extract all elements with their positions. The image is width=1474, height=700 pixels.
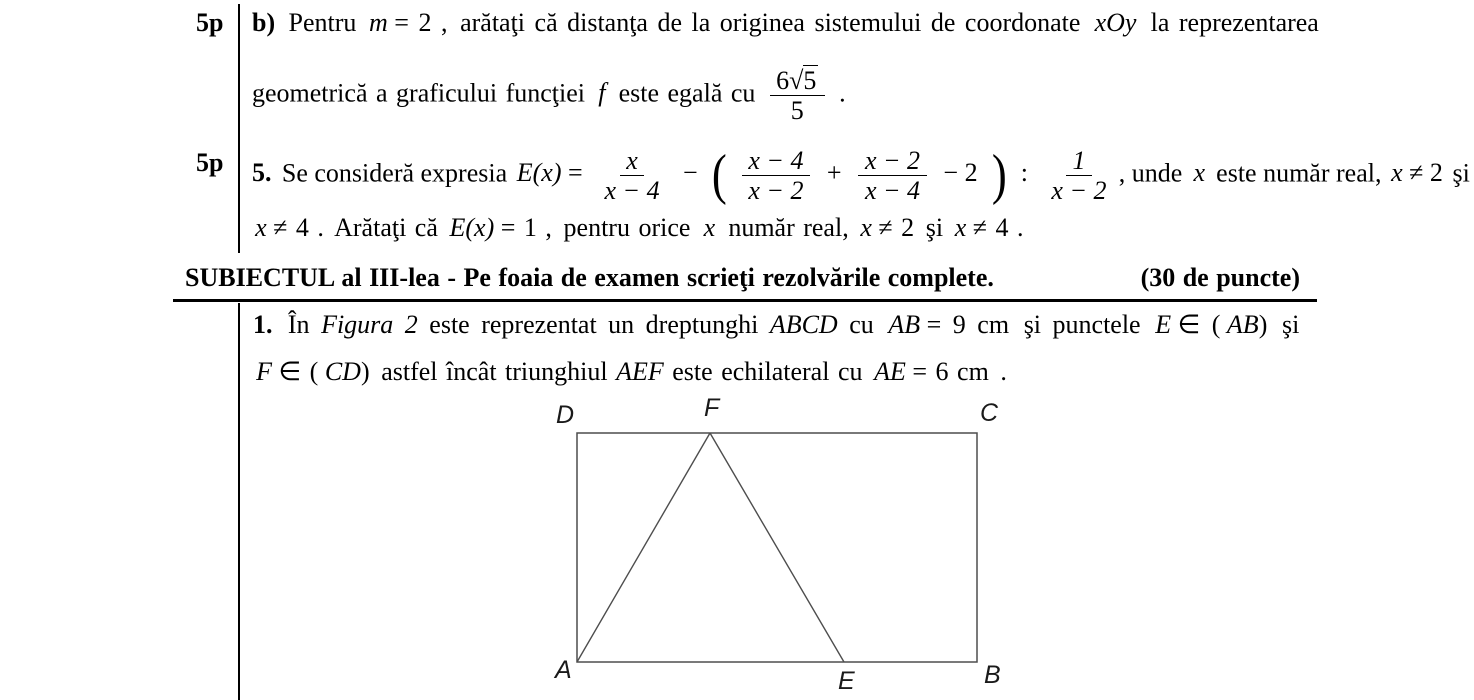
fraction-1: $\frac{x}{x - 4}$ [604, 146, 660, 205]
math-var-x: x [703, 213, 716, 242]
math-E-in-AB [1155, 310, 1267, 339]
open-paren: ( [711, 143, 727, 206]
sqrt-sign: √ [789, 66, 804, 95]
math-abcd: ABCD [769, 310, 838, 339]
math-var-F: F [256, 357, 272, 386]
item-b-line-1 [252, 6, 1319, 40]
fraction-denominator: 5 [790, 96, 804, 125]
item-b-text-2: arătaţi că distanţa de la originea sistemului de coordonate [460, 8, 1081, 37]
vertex-label-C: C [980, 399, 999, 427]
item-b-period: . [839, 78, 846, 108]
math-ae-equals-6 [874, 357, 989, 386]
item-5-label: 5. [252, 158, 272, 188]
problem-1-text-2: este reprezentat un dreptunghi [429, 310, 759, 339]
math-ab-equals-9 [888, 310, 1009, 339]
item-5-line-1 [252, 143, 1470, 206]
segment-FE [710, 433, 844, 662]
math-x-neq-2 [860, 213, 914, 242]
vertex-label-A: A [555, 656, 572, 684]
math-equals-1: = 1 , [500, 213, 552, 242]
item-b-line-2 [252, 66, 846, 125]
item-5-line2-t3: număr real, [728, 213, 849, 242]
sqrt-radicand: 5 [803, 66, 817, 95]
minus-operator: − [682, 158, 698, 188]
math-close: ) [1258, 310, 1268, 339]
problem-1-text-4: şi punctele [1023, 310, 1141, 339]
fraction-6sqrt5-over-5 [770, 66, 825, 125]
item-b-text-5: este egală cu [618, 78, 756, 108]
math-expression-lhs [517, 158, 583, 187]
math-aef: AEF [616, 357, 664, 386]
math-x-neq-4 [255, 213, 324, 242]
minus-2-term: − 2 [943, 158, 978, 188]
margin-rule-top [238, 4, 240, 253]
math-Ex: E(x) [449, 213, 495, 242]
item-5-line2-t2: pentru orice [563, 213, 691, 242]
section-heading-title: SUBIECTUL al III-lea - Pe foaia de examen scrieţi rezolvările complete. [185, 263, 994, 292]
math-var-CD: CD [324, 357, 361, 386]
math-equals: = [568, 158, 583, 188]
math-in-open: ∈ ( [278, 357, 319, 386]
math-xoy: xOy [1094, 8, 1137, 37]
item-5-intro: Se consideră expresia [281, 158, 508, 188]
math-neq-4: ≠ 4 . [972, 213, 1024, 242]
problem-1-label: 1. [253, 310, 273, 339]
math-Ex-equals-1 [450, 213, 552, 242]
item-b-label: b) [252, 8, 276, 37]
margin-rule-bottom [238, 303, 240, 700]
problem-1-line2-t1: astfel încât triunghiul [381, 357, 608, 386]
item-b-text-4: geometrică a graficului funcţiei [252, 78, 586, 108]
section-heading-points: (30 de puncte) [1140, 263, 1300, 292]
math-var-AB: AB [1226, 310, 1259, 339]
vertex-label-E: E [838, 667, 855, 695]
vertex-label-D: D [556, 401, 575, 429]
math-var-x: x [1193, 158, 1205, 188]
item-5-after-2: este număr real, [1216, 158, 1382, 188]
math-var-x: x [255, 213, 267, 242]
item-5-line-2 [252, 211, 1027, 245]
math-eq-6cm: = 6 cm [912, 357, 989, 386]
close-paren: ) [991, 143, 1007, 206]
math-close: ) [360, 357, 370, 386]
item-5-after-3: şi [1452, 158, 1470, 188]
math-Ex: E(x) [516, 158, 562, 188]
problem-1-line-2 [253, 355, 1007, 389]
math-var-x: x [1391, 158, 1403, 188]
math-var-E: E [1155, 310, 1172, 339]
math-eq-9cm: = 9 cm [926, 310, 1010, 339]
math-var-x: x [860, 213, 872, 242]
section-heading [185, 261, 1300, 295]
segment-AF [577, 433, 710, 662]
math-in-open: ∈ ( [1177, 310, 1221, 339]
math-var-ab: AB [888, 310, 921, 339]
figure-reference: Figura 2 [321, 310, 418, 339]
math-x-neq-2 [1391, 158, 1443, 187]
item-b-text-3: la reprezentarea [1150, 8, 1319, 37]
fraction-3: $\frac{x - 2}{x - 4}$ [858, 146, 926, 205]
math-var-x: x [954, 213, 967, 242]
math-neq-2: ≠ 2 [878, 213, 915, 242]
vertex-label-B: B [984, 661, 1001, 689]
math-var-ae: AE [874, 357, 906, 386]
math-neq-4: ≠ 4 . [273, 213, 324, 242]
math-neq-2: ≠ 2 [1409, 158, 1443, 188]
problem-1-line-1 [253, 308, 1299, 342]
problem-1-text-5: şi [1281, 310, 1300, 339]
problem-1-text-1: În [287, 310, 310, 339]
plus-operator: + [826, 158, 842, 188]
sqrt-coefficient: 6 [776, 66, 790, 95]
math-rel-m: = 2 , [394, 8, 448, 37]
section-divider-rule [173, 299, 1317, 302]
item-5-line2-t1: Arătaţi că [334, 213, 438, 242]
division-colon: : [1020, 158, 1029, 188]
fraction-numerator [770, 66, 825, 96]
figure-2-drawing [545, 395, 1015, 695]
math-x-neq-4 [955, 213, 1024, 242]
math-F-in-CD [256, 357, 370, 386]
problem-1-line2-t3: . [1000, 357, 1007, 386]
problem-1-text-3: cu [849, 310, 874, 339]
item-5-line2-t4: şi [925, 213, 944, 242]
fraction-4: $\frac{1}{x - 2}$ [1051, 146, 1107, 205]
item-b-text-1: Pentru [288, 8, 357, 37]
points-badge-5: 5p [196, 148, 224, 177]
math-var-m: m [369, 8, 388, 37]
problem-1-line2-t2: este echilateral cu [672, 357, 863, 386]
vertex-label-F: F [704, 394, 720, 422]
math-var-f: f [598, 78, 606, 108]
item-5-after-1: , unde [1118, 158, 1183, 188]
points-badge-b: 5p [196, 8, 224, 37]
math-m-equals-2 [369, 8, 447, 37]
fraction-2: $\frac{x - 4}{x - 2}$ [742, 146, 810, 205]
